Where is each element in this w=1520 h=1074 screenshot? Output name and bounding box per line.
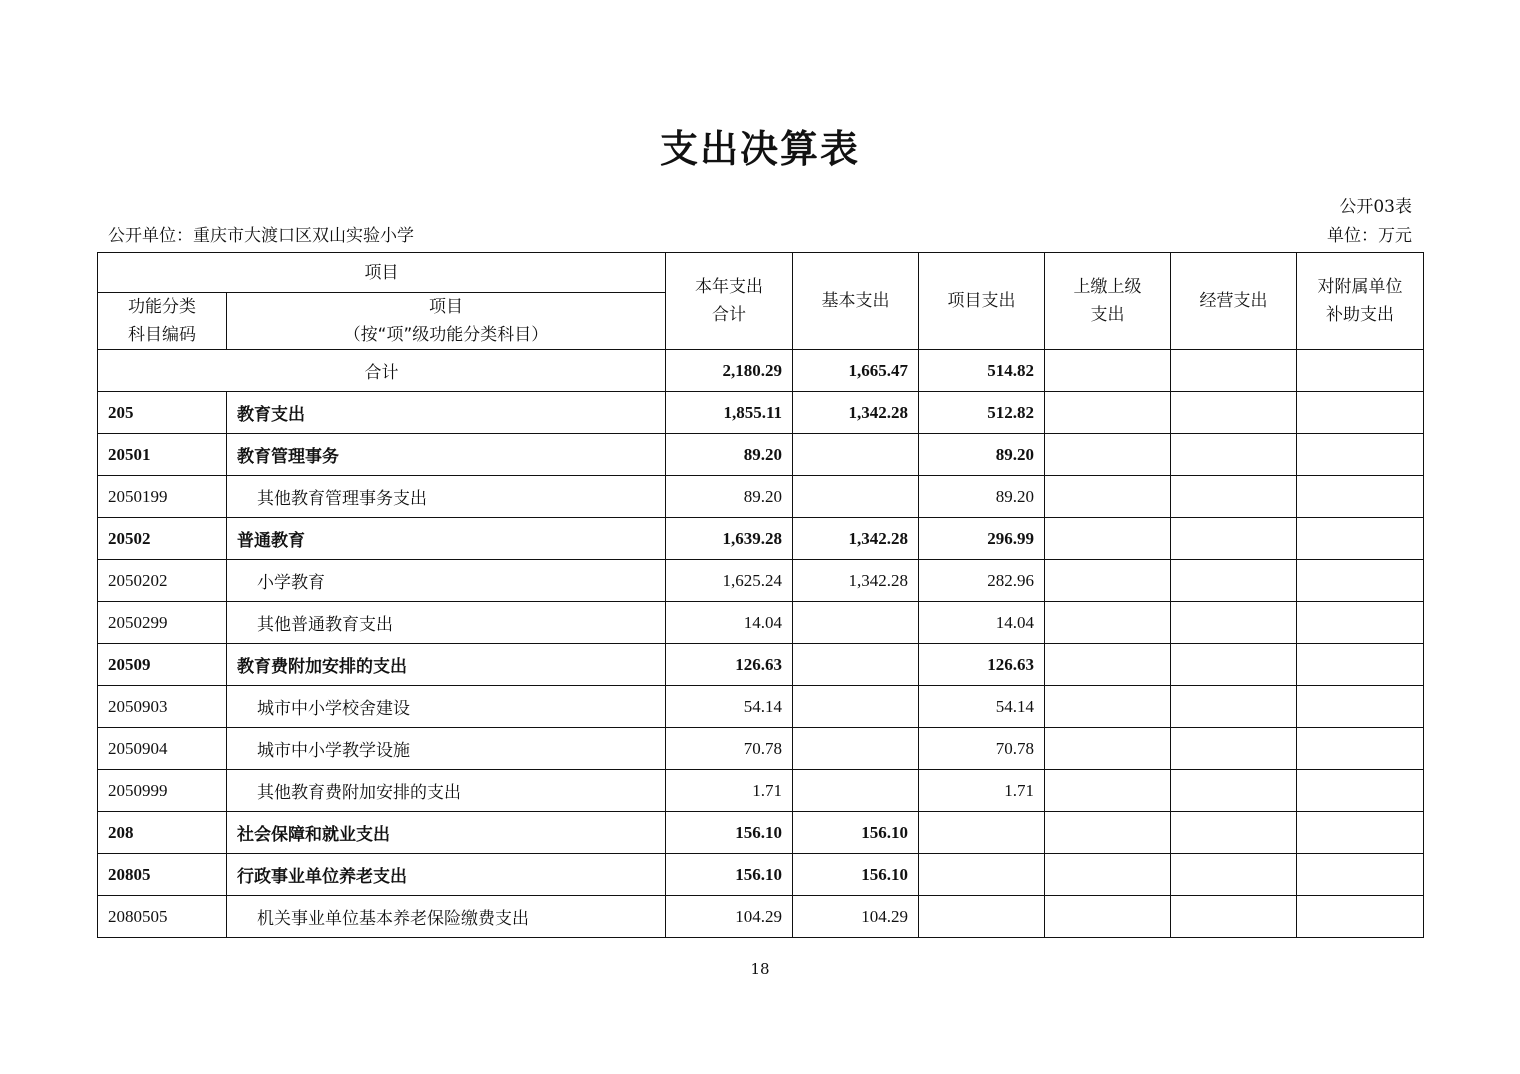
- upper-cell: [1045, 476, 1171, 518]
- business-cell: [1171, 854, 1297, 896]
- name-cell: 城市中小学校舍建设: [227, 686, 666, 728]
- total-cell: 104.29: [666, 896, 793, 938]
- business-cell: [1171, 350, 1297, 392]
- basic-cell: 156.10: [793, 812, 919, 854]
- code-cell: 2050904: [98, 728, 227, 770]
- basic-cell: [793, 434, 919, 476]
- table-row: [98, 392, 1424, 434]
- code-cell: 205: [98, 392, 227, 434]
- basic-cell: [793, 644, 919, 686]
- header-total: 本年支出 合计: [666, 253, 793, 350]
- table-row: [98, 602, 1424, 644]
- basic-cell: [793, 770, 919, 812]
- upper-cell: [1045, 728, 1171, 770]
- table-row: [98, 476, 1424, 518]
- table-row: [98, 896, 1424, 938]
- upper-cell: [1045, 812, 1171, 854]
- form-number: 公开03表: [1339, 197, 1412, 217]
- header-basic: 基本支出: [793, 253, 919, 350]
- table-row: [98, 728, 1424, 770]
- total-cell: 156.10: [666, 812, 793, 854]
- total-label: 合计: [98, 350, 666, 392]
- subsidy-cell: [1297, 350, 1424, 392]
- code-cell: 2050299: [98, 602, 227, 644]
- basic-cell: 1,665.47: [793, 350, 919, 392]
- name-cell: 其他教育费附加安排的支出: [227, 770, 666, 812]
- total-cell: 89.20: [666, 476, 793, 518]
- subsidy-cell: [1297, 476, 1424, 518]
- business-cell: [1171, 602, 1297, 644]
- header-business: 经营支出: [1171, 253, 1297, 350]
- reporting-unit: 公开单位：重庆市大渡口区双山实验小学: [108, 226, 414, 246]
- project-cell: 1.71: [919, 770, 1045, 812]
- table-row: [98, 686, 1424, 728]
- currency-unit: 单位：万元: [1327, 226, 1412, 246]
- basic-cell: [793, 602, 919, 644]
- business-cell: [1171, 812, 1297, 854]
- table-row: [98, 434, 1424, 476]
- project-cell: 54.14: [919, 686, 1045, 728]
- upper-cell: [1045, 350, 1171, 392]
- business-cell: [1171, 770, 1297, 812]
- business-cell: [1171, 686, 1297, 728]
- header-project-group: 项目: [98, 253, 666, 293]
- upper-cell: [1045, 392, 1171, 434]
- name-cell: 小学教育: [227, 560, 666, 602]
- project-cell: 70.78: [919, 728, 1045, 770]
- subsidy-cell: [1297, 770, 1424, 812]
- subsidy-cell: [1297, 728, 1424, 770]
- code-cell: 2050999: [98, 770, 227, 812]
- upper-cell: [1045, 560, 1171, 602]
- name-cell: 教育支出: [227, 392, 666, 434]
- name-cell: 其他普通教育支出: [227, 602, 666, 644]
- header-upper: 上缴上级 支出: [1045, 253, 1171, 350]
- name-cell: 社会保障和就业支出: [227, 812, 666, 854]
- upper-cell: [1045, 518, 1171, 560]
- name-cell: 机关事业单位基本养老保险缴费支出: [227, 896, 666, 938]
- subsidy-cell: [1297, 896, 1424, 938]
- basic-cell: [793, 686, 919, 728]
- business-cell: [1171, 518, 1297, 560]
- total-row: [98, 350, 1424, 392]
- project-cell: 89.20: [919, 476, 1045, 518]
- code-cell: 20502: [98, 518, 227, 560]
- header-name: 项目 （按“项”级功能分类科目）: [227, 293, 666, 350]
- table-row: [98, 518, 1424, 560]
- basic-cell: 1,342.28: [793, 392, 919, 434]
- upper-cell: [1045, 644, 1171, 686]
- basic-cell: 1,342.28: [793, 518, 919, 560]
- code-cell: 208: [98, 812, 227, 854]
- upper-cell: [1045, 896, 1171, 938]
- code-cell: 20509: [98, 644, 227, 686]
- name-cell: 城市中小学教学设施: [227, 728, 666, 770]
- basic-cell: [793, 476, 919, 518]
- total-cell: 126.63: [666, 644, 793, 686]
- upper-cell: [1045, 602, 1171, 644]
- project-cell: [919, 812, 1045, 854]
- table-row: [98, 812, 1424, 854]
- table-row: [98, 854, 1424, 896]
- code-cell: 20501: [98, 434, 227, 476]
- table-row: [98, 770, 1424, 812]
- total-cell: 1.71: [666, 770, 793, 812]
- upper-cell: [1045, 434, 1171, 476]
- name-cell: 普通教育: [227, 518, 666, 560]
- project-cell: [919, 854, 1045, 896]
- upper-cell: [1045, 854, 1171, 896]
- total-cell: 54.14: [666, 686, 793, 728]
- upper-cell: [1045, 686, 1171, 728]
- basic-cell: [793, 728, 919, 770]
- total-cell: 70.78: [666, 728, 793, 770]
- table-row: [98, 644, 1424, 686]
- business-cell: [1171, 434, 1297, 476]
- code-cell: 20805: [98, 854, 227, 896]
- project-cell: 512.82: [919, 392, 1045, 434]
- subsidy-cell: [1297, 812, 1424, 854]
- header-code: 功能分类 科目编码: [98, 293, 227, 350]
- total-cell: 1,625.24: [666, 560, 793, 602]
- upper-cell: [1045, 770, 1171, 812]
- business-cell: [1171, 392, 1297, 434]
- subsidy-cell: [1297, 434, 1424, 476]
- project-cell: [919, 896, 1045, 938]
- total-cell: 1,855.11: [666, 392, 793, 434]
- total-cell: 156.10: [666, 854, 793, 896]
- total-cell: 14.04: [666, 602, 793, 644]
- subsidy-cell: [1297, 560, 1424, 602]
- subsidy-cell: [1297, 392, 1424, 434]
- total-cell: 89.20: [666, 434, 793, 476]
- project-cell: 14.04: [919, 602, 1045, 644]
- subsidy-cell: [1297, 854, 1424, 896]
- header-subsidy: 对附属单位 补助支出: [1297, 253, 1424, 350]
- code-cell: 2050903: [98, 686, 227, 728]
- project-cell: 89.20: [919, 434, 1045, 476]
- name-cell: 行政事业单位养老支出: [227, 854, 666, 896]
- business-cell: [1171, 728, 1297, 770]
- total-cell: 2,180.29: [666, 350, 793, 392]
- code-cell: 2080505: [98, 896, 227, 938]
- project-cell: 514.82: [919, 350, 1045, 392]
- business-cell: [1171, 644, 1297, 686]
- subsidy-cell: [1297, 518, 1424, 560]
- business-cell: [1171, 560, 1297, 602]
- project-cell: 282.96: [919, 560, 1045, 602]
- basic-cell: 104.29: [793, 896, 919, 938]
- name-cell: 教育管理事务: [227, 434, 666, 476]
- business-cell: [1171, 896, 1297, 938]
- business-cell: [1171, 476, 1297, 518]
- project-cell: 296.99: [919, 518, 1045, 560]
- project-cell: 126.63: [919, 644, 1045, 686]
- name-cell: 其他教育管理事务支出: [227, 476, 666, 518]
- subsidy-cell: [1297, 644, 1424, 686]
- subsidy-cell: [1297, 686, 1424, 728]
- basic-cell: 156.10: [793, 854, 919, 896]
- subsidy-cell: [1297, 602, 1424, 644]
- code-cell: 2050199: [98, 476, 227, 518]
- table-row: [98, 560, 1424, 602]
- header-project: 项目支出: [919, 253, 1045, 350]
- page-title: 支出决算表: [659, 127, 860, 171]
- name-cell: 教育费附加安排的支出: [227, 644, 666, 686]
- code-cell: 2050202: [98, 560, 227, 602]
- basic-cell: 1,342.28: [793, 560, 919, 602]
- total-cell: 1,639.28: [666, 518, 793, 560]
- page-number: 18: [750, 960, 770, 978]
- expenditure-table: [97, 252, 1424, 938]
